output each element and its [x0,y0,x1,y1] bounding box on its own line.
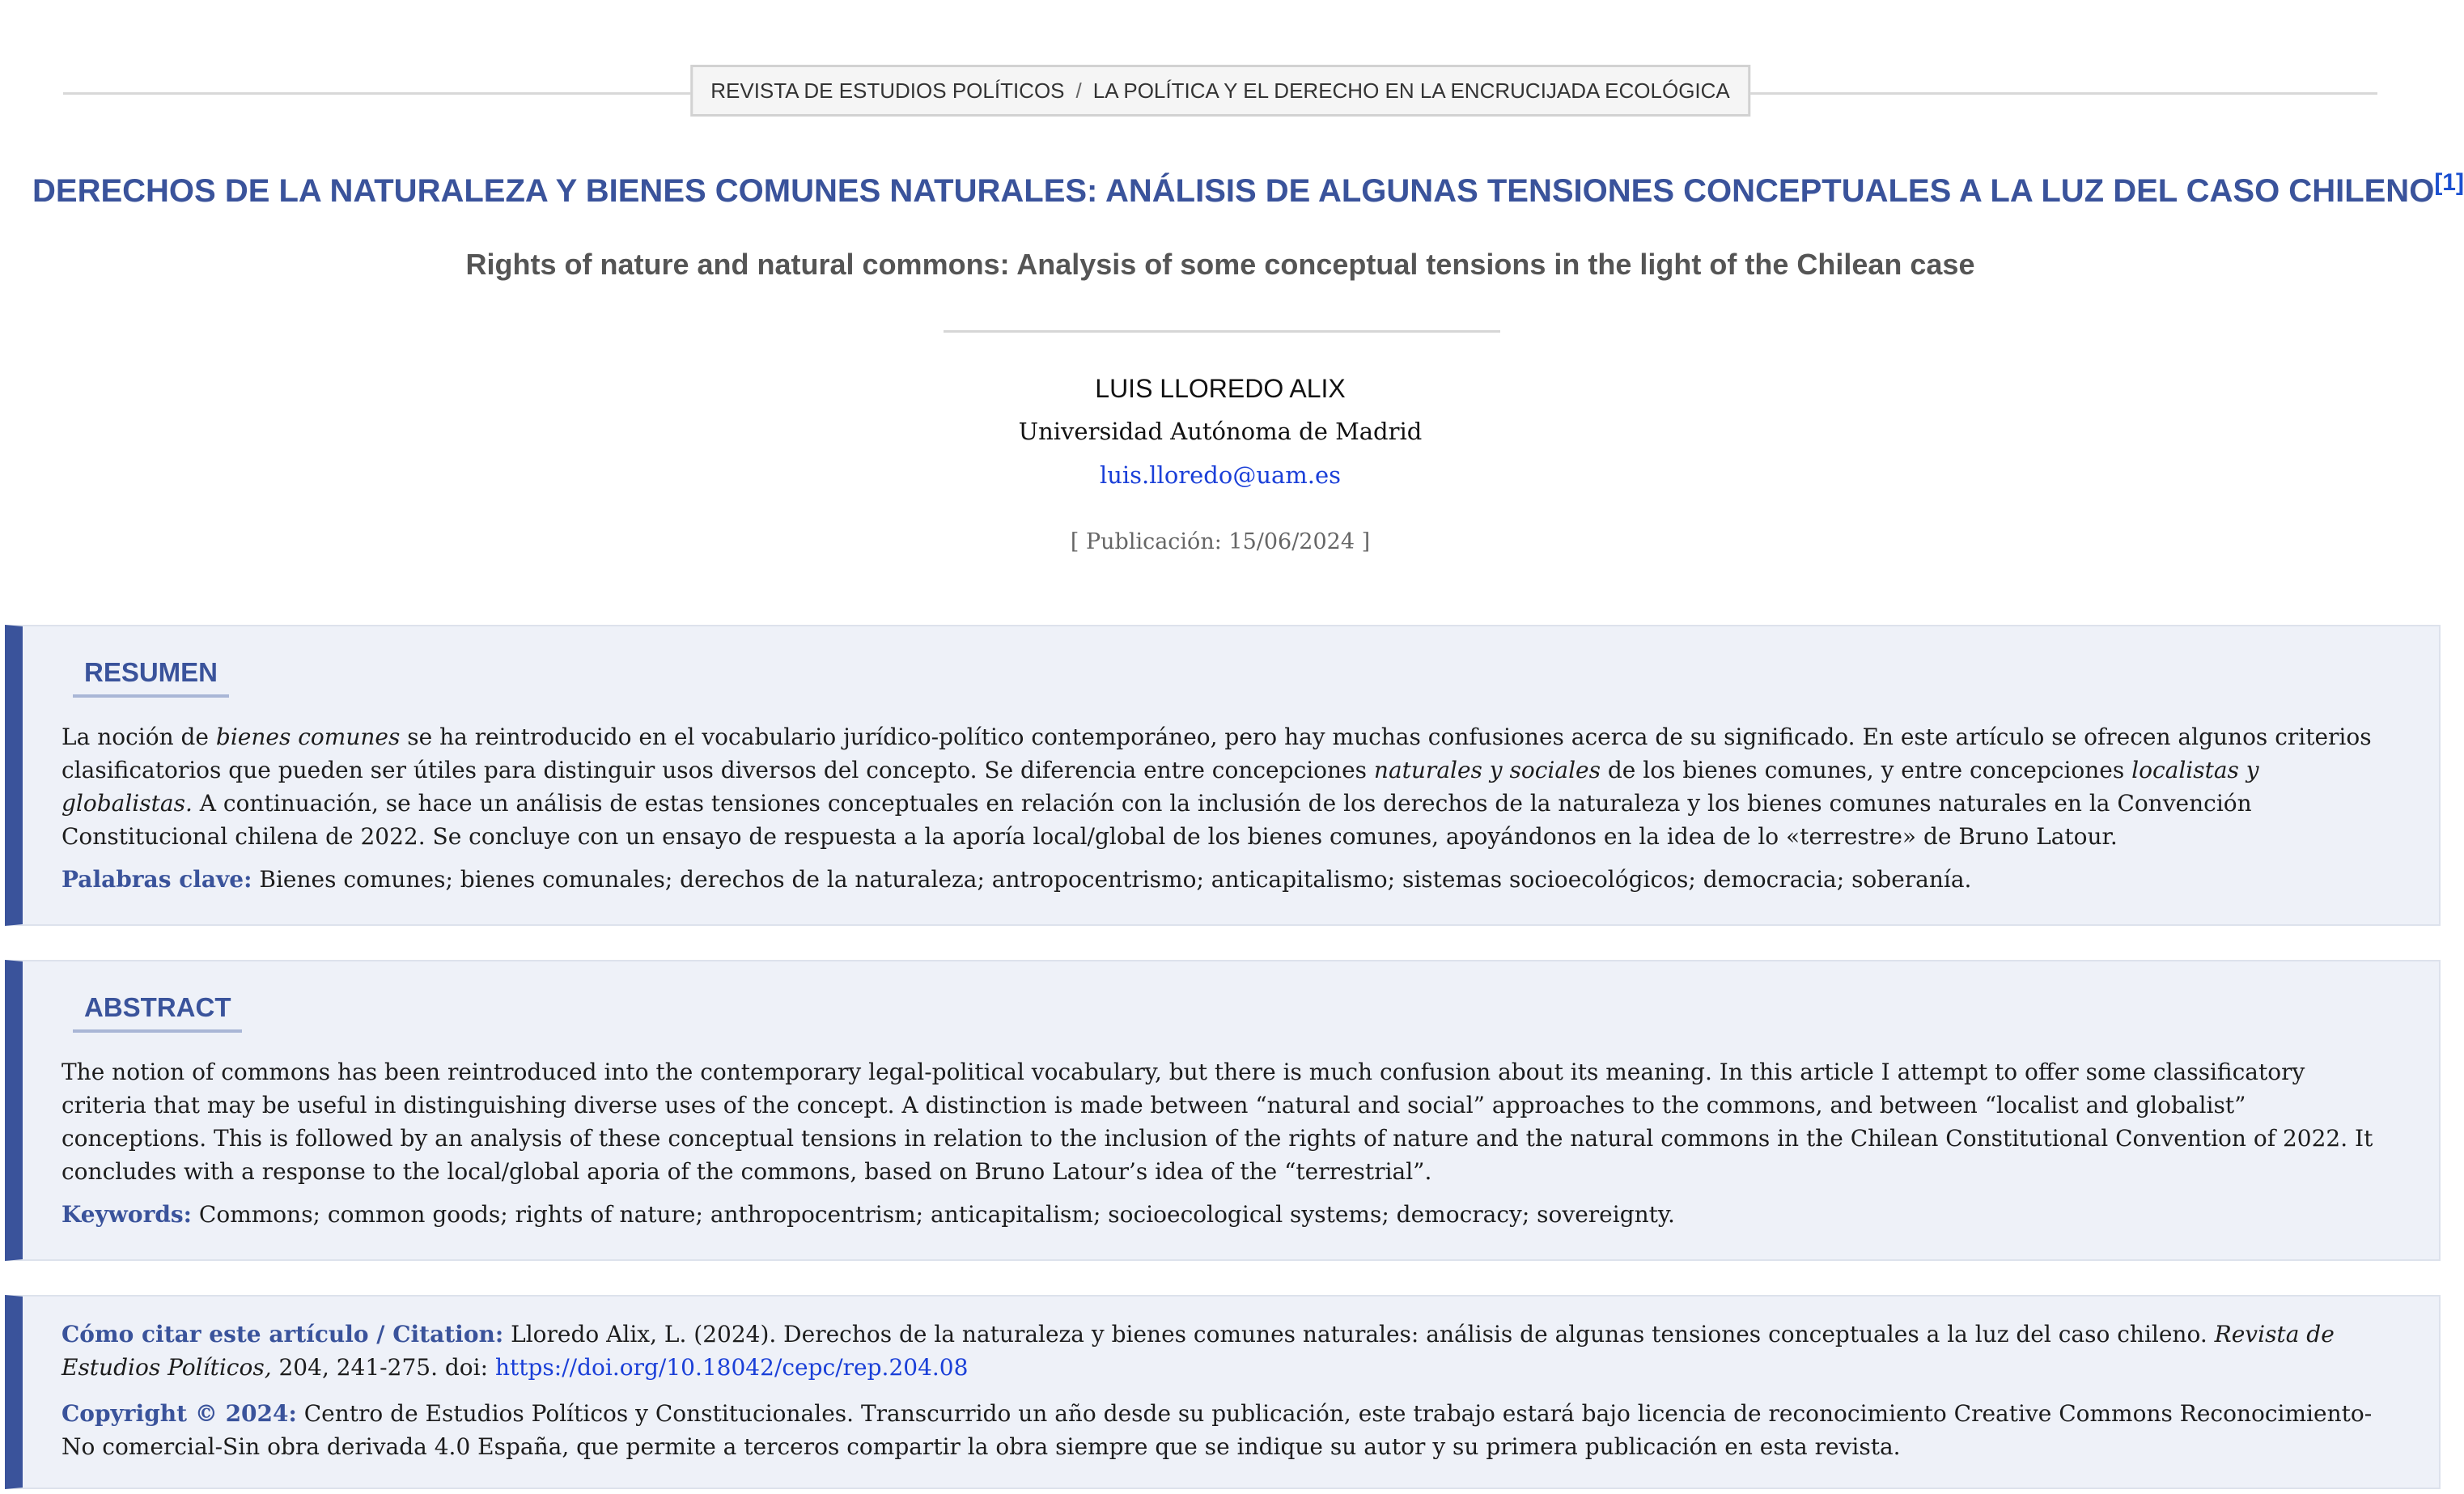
citation-journal: Revista de Estudios Políticos, [61,1321,2335,1381]
keywords-list-es: Bienes comunes; bienes comunales; derechos de la naturaleza; antropocentrismo; anticapitalismo; sistemas socioecológicos; democracia; soberanía. [252,866,1972,893]
abstract-heading: ABSTRACT [73,992,242,1033]
title-divider [944,330,1500,333]
citation-text: Cómo citar este artículo / Citation: Lloredo Alix, L. (2024). Derechos de la naturaleza y bienes comunes naturales: análisis de algunas tensiones conceptuales a la luz del caso chileno. Revista de Estudios Políticos, 204, 241-275. doi: https://doi.org/10.18042/cepc/rep.204.08 [61,1321,2335,1381]
abstract-panel [5,960,2441,1261]
doi-link[interactable]: https://doi.org/10.18042/cepc/rep.204.08 [494,1354,969,1381]
author-affiliation: Universidad Autónoma de Madrid [1018,418,1423,445]
abstract-text: The notion of commons has been reintroduced into the contemporary legal-political vocabulary, but there is much confusion about its meaning. In this article I attempt to offer some classificatory criteria that may be useful in distinguishing diverse uses of the concept. A distinction is made between “natural and social” approaches to the commons, and between “localist and globalist” conceptions. This is followed by an analysis of these conceptual tensions in relation to the inclusion of the rights of nature and the natural commons in the Chilean Constitutional Convention of 2022. It concludes with a response to the local/global aporia of the commons, based on Bruno Latour’s idea of the “terrestrial”. [61,1059,2373,1185]
keywords-label-en: Keywords: [61,1201,193,1228]
citation-panel [5,1295,2441,1489]
copyright-text [61,1397,2394,1463]
keywords-label-es: Palabras clave: [61,866,252,893]
keywords-list-en: Commons; common goods; rights of nature; anthropocentrism; anticapitalism; socioecological systems; democracy; sovereignty. [192,1201,1675,1228]
resumen-keywords [61,863,2394,896]
article-subtitle: Rights of nature and natural commons: Analysis of some conceptual tensions in the light of the Chilean case [465,248,1975,281]
author-email-container [0,461,2441,489]
breadcrumb-separator: / [1075,78,1082,103]
journal-name[interactable]: REVISTA DE ESTUDIOS POLÍTICOS [710,78,1065,103]
journal-breadcrumb [690,65,1750,117]
author-name: LUIS LLOREDO ALIX [1095,374,1346,403]
journal-section[interactable]: LA POLÍTICA Y EL DERECHO EN LA ENCRUCIJADA ECOLÓGICA [1092,78,1730,103]
author-email-link[interactable]: luis.lloredo@uam.es [1099,461,1342,489]
journal-header [63,65,2377,121]
publication-date: [ Publicación: 15/06/2024 ] [1070,529,1371,554]
resumen-heading: RESUMEN [73,657,229,698]
resumen-text: La noción de bienes comunes se ha reintroducido en el vocabulario jurídico-político contemporáneo, pero hay muchas confusiones acerca de su significado. En este artículo se ofrecen algunos criterios clasificatorios que pueden ser útiles para distinguir usos diversos del concepto. Se diferencia entre concepciones naturales y sociales de los bienes comunes, y entre concepciones localistas y globalistas. A continuación, se hace un análisis de estas tensiones conceptuales en relación con la inclusión de los derechos de la naturaleza y los bienes comunes naturales en la Convención Constitucional chilena de 2022. Se concluye con un ensayo de respuesta a la aporía local/global de los bienes comunes, apoyándonos en la idea de lo «terrestre» de Bruno Latour. [61,724,2372,850]
resumen-panel [5,625,2441,926]
article-title-text: DERECHOS DE LA NATURALEZA Y BIENES COMUNES NATURALES: ANÁLISIS DE ALGUNAS TENSIONES CONCEPTUALES A LA LUZ DEL CASO CHILENO [32,173,2435,209]
copyright-body: Centro de Estudios Políticos y Constitucionales. Transcurrido un año desde su publicación, este trabajo estará bajo licencia de reconocimiento Creative Commons Reconocimiento-No comercial-Sin obra derivada 4.0 España, que permite a terceros compartir la obra siempre que se indique su autor y su primera publicación en esta revista. [61,1400,2373,1460]
article-title [32,169,2464,210]
abstract-keywords [61,1198,2394,1231]
copyright-label: Copyright © 2024: [61,1400,297,1427]
citation-label: Cómo citar este artículo / Citation: [61,1321,504,1348]
footnote-link[interactable]: [1] [2434,169,2464,196]
